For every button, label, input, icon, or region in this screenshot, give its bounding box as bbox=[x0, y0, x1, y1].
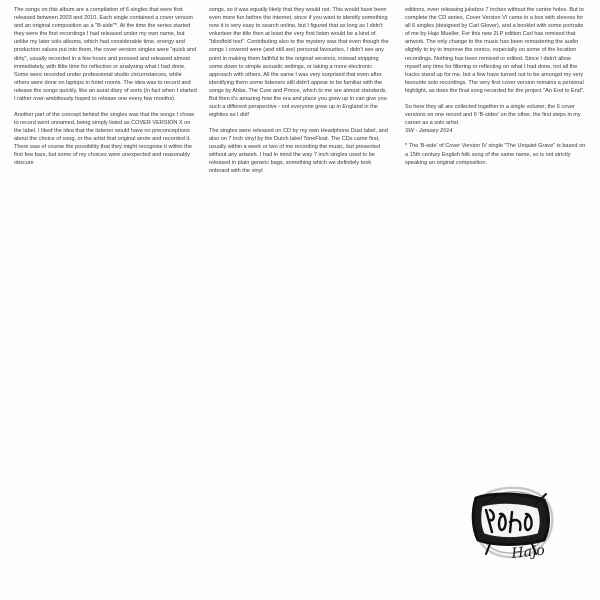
signature: SW - January 2014 bbox=[405, 127, 453, 134]
paragraph: The songs on this album are a compilation of 6 singles that were first released between 2003 and 2010. Each single contained a cover version and an original composition as a "B-side"*. At the time the series started they were the first recordings I had released under my own name, but unlike my later solo albums, which had considerable time, energy and production values put into them, the cover version singles were "quick and dirty", usually recorded in a few hours and pressed and released almost immediately, with little time for reflection or analysing what I had done. Some were recorded under professional studio circumstances, while others were done on laptops in hotel rooms. The idea was to record and release the songs quickly, like an aural diary of sorts (in fact when I started I rather over-ambitiously hoped to release one every few months). bbox=[14, 7, 197, 103]
logo-handwriting: Hajo bbox=[510, 542, 546, 562]
text-column-3 bbox=[405, 6, 587, 174]
closing-paragraph bbox=[405, 103, 587, 135]
paragraph: Another part of the concept behind the singles was that the songs I chose to record went unnamed, being simply listed as COVER VERSION X on the label. I liked the idea that the listener would have no preconceptions about the choice of song, or the artist that original wrote and recorded it. There was of course the possibility that they might recognise it within the first few bars, but some of my choices were unexpected and reasonably obscure bbox=[14, 111, 195, 167]
footnote: * The 'B-side' of Cover Version IV single "The Unquiet Grave" is based on a 15th century English folk song of the same name, so is not strictly speaking an original composition. bbox=[405, 143, 586, 166]
paragraph: songs, so it was equally likely that they would not. This would have been even more fun before the internet, since if you want to identify something now it is very easy to search online, but I figured that as long as I didn't volunteer the title then at least the very first listen would be a kind of "blindfold test". Contributing also to the mystery was that even though the songs I covered were (and still are) personal favourites, I didn't see any point in making them faithful to the original versions, instead stripping some down to simple acoustic settings, or taking a more electronic approach with others. All the same I was very surprised that even after identifying them some listeners still didn't appear to be familiar with the songs by Abba, The Cure and Prince, which to me are almost standards. But then it's amazing how the era and place you grew up in can give you such a different perspective - not everyone grew up in England in the eighties as I did! bbox=[209, 7, 389, 119]
paragraph: editions, even releasing jukebox 7 inches without the centre holes. But to complete the CD series, Cover Version VI came in a box with sleeves for all 6 singles (designed by Carl Glover), and a booklet with some portraits of me by Hajo Mueller. For this new 2LP edition Carl has remixed that artwork. The only change to the music has been remastering the audio slightly to try to improve the sonics, especially on some of the location recordings. Nothing has been remixed or edited. Since I didn't allow myself any time for filtering or reflecting on what I had done, not all the tracks stand up for me, but a few have turned out to be amongst my very favourite solo recordings. The very first cover version remains a personal highlight, as does the final song recorded for the project "An End to End". bbox=[405, 7, 585, 94]
text-column-1 bbox=[14, 6, 197, 175]
handdrawn-tv-logo-icon bbox=[466, 484, 556, 564]
text-column-2 bbox=[209, 6, 393, 183]
paragraph-text: So here they all are collected together in a single volume; the 6 cover versions on one record and 6 'B-sides' on the other, the first steps in my career as a solo artist. bbox=[405, 103, 581, 126]
paragraph: The singles were released on CD by my own Headphone Dust label, and also on 7 inch vinyl by the Dutch label ToneFloat. The CDs came first, usually within a week or two of me recording the music, but presented without any artwork. I had in mind the way 7 inch singles used to be released in plain generic bags, something which we definitely took onboard with the vinyl bbox=[209, 127, 388, 175]
